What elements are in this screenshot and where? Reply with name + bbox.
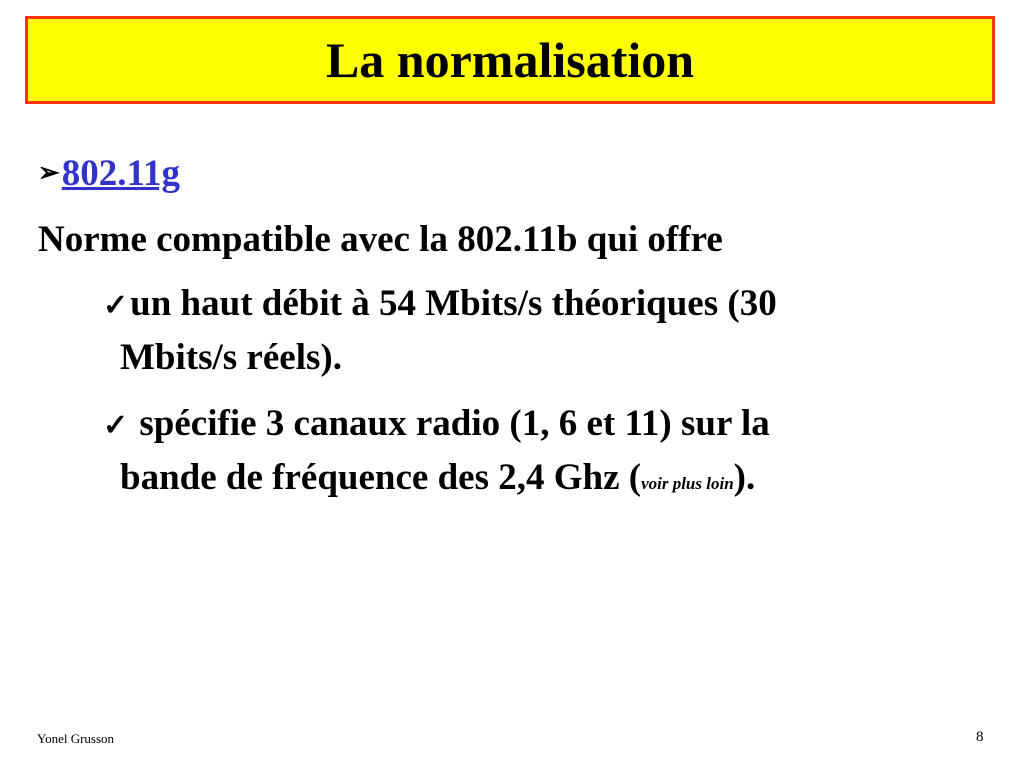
bullet-1-line-2: Mbits/s réels).	[120, 337, 342, 378]
bullet-2-text: spécifie 3 canaux radio (1, 6 et 11) sur la	[130, 403, 770, 444]
bullet-1-text: un haut débit à 54 Mbits/s théoriques (30	[130, 283, 777, 324]
checkmark-icon: ✓	[103, 289, 129, 322]
bullet-2-line-2	[120, 456, 755, 506]
bullet-2-line-2-start: bande de fréquence des 2,4 Ghz (	[120, 457, 642, 498]
arrow-bullet-icon: ➢	[38, 158, 60, 187]
checkmark-icon: ✓	[103, 409, 129, 442]
bullet-2-line-1	[103, 402, 770, 448]
see-further-note: voir plus loin	[641, 474, 734, 493]
page-number: 8	[976, 729, 984, 745]
title-banner	[25, 16, 995, 104]
footer-author: Yonel Grusson	[37, 731, 115, 746]
heading-line	[38, 151, 180, 196]
heading-802-11g-link[interactable]: 802.11g	[61, 153, 181, 194]
bullet-1-line-1	[103, 282, 777, 328]
slide-title: La normalisation	[325, 32, 695, 88]
intro-text: Norme compatible avec la 802.11b qui offre	[38, 219, 723, 260]
bullet-2-line-2-end: ).	[733, 457, 756, 498]
